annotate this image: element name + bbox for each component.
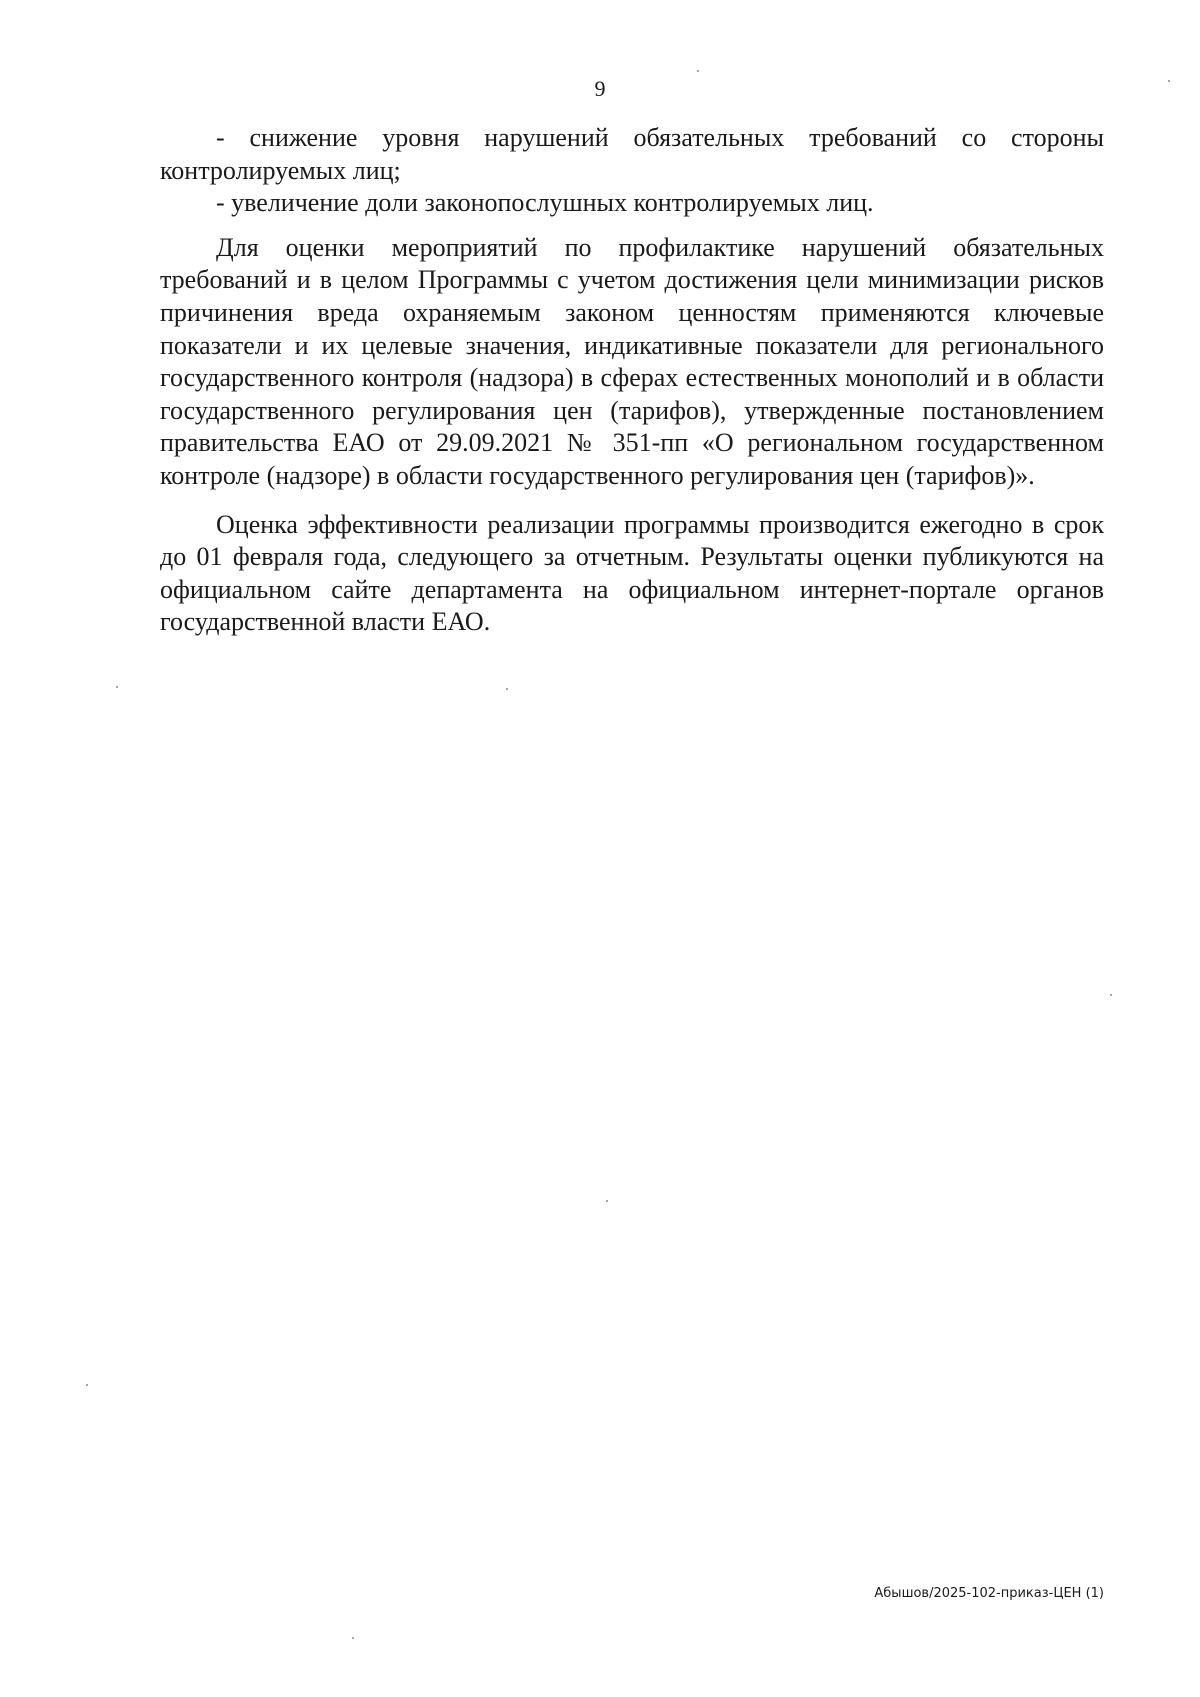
scan-speck [86,1384,88,1386]
list-item-reduce-violations: - снижение уровня нарушений обязательных требований со стороны контролируемых лиц; [160,123,1104,185]
scan-speck [116,686,118,688]
scan-speck [1110,994,1112,996]
scan-speck [1168,80,1170,82]
document-body [160,122,1104,639]
paragraph-efficiency-assessment: Оценка эффективности реализации программы производится ежегодно в срок до 01 февраля года, следующего за отчетным. Результаты оценки публикуются на официальном сайте департамента на официальном интернет-портале органов государственной власти ЕАО. [160,509,1104,637]
scan-speck [606,1200,608,1202]
scan-speck [506,688,508,690]
scan-speck [352,1637,354,1639]
document-reference: Абышов/2025-102-приказ-ЦЕН (1) [874,1586,1104,1601]
list-item-increase-compliance: - увеличение доли законопослушных контролируемых лиц. [216,188,874,218]
scan-speck [697,70,699,72]
paragraph-evaluation-indicators: Для оценки мероприятий по профилактике нарушений обязательных требований и в целом Программы с учетом достижения цели минимизации рисков причинения вреда охраняемым законом ценностям применяются ключевые показатели и их целевые значения, индикативные показатели для регионального государственного контроля (надзора) в сферах естественных монополий и в области государственного регулирования цен (тарифов), утвержденные постановлением правительства ЕАО от 29.09.2021 № 351-пп «О региональном государственном контроле (надзоре) в области государственного регулирования цен (тарифов)». [160,232,1104,490]
page-number: 9 [594,76,606,101]
